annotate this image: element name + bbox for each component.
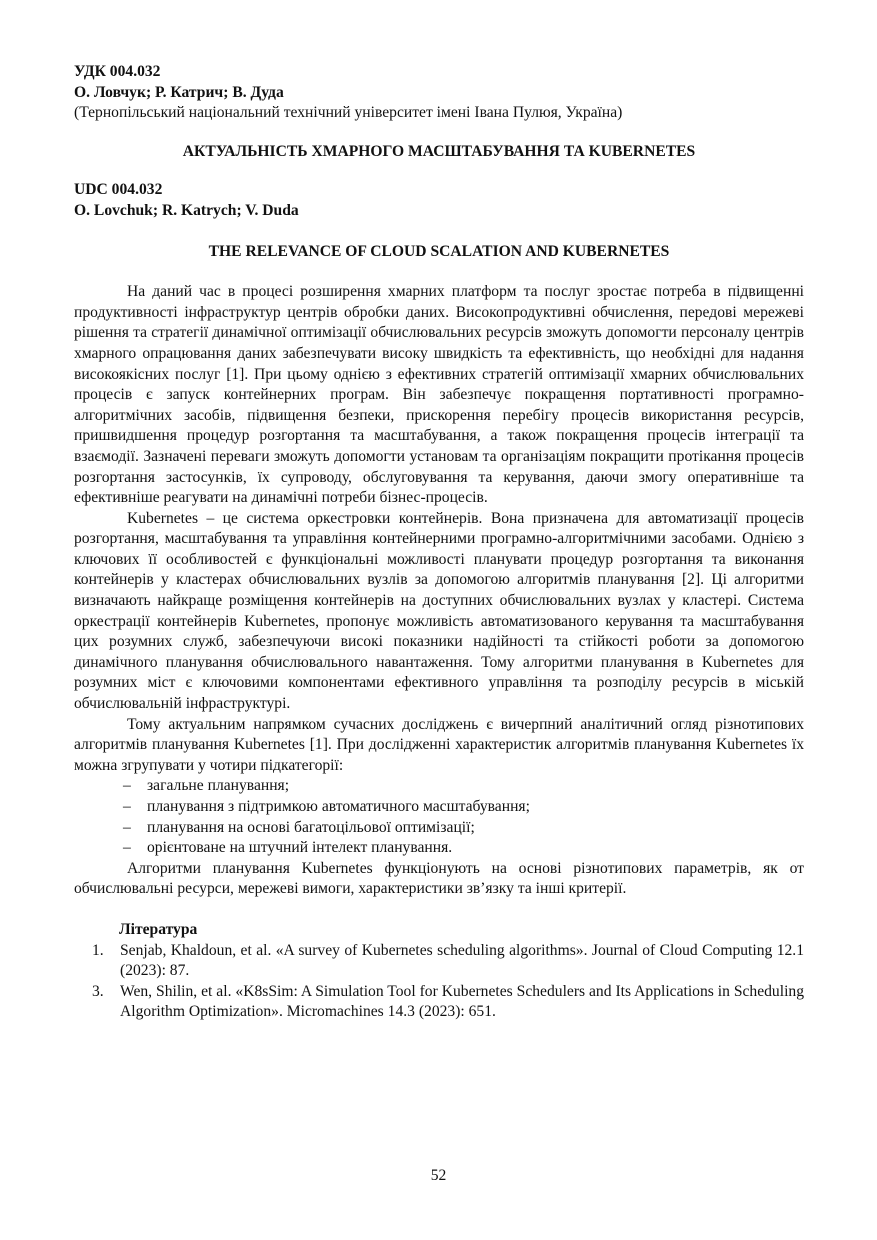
list-dash: – <box>123 798 131 815</box>
reference-number: 3. <box>92 982 104 1000</box>
list-item <box>74 776 804 797</box>
body-paragraph-3: Тому актуальним напрямком сучасних досліджень є вичерпний аналітичний огляд різнотипових алгоритмів планування Kubernetes [1]. При дослідженні характеристик алгоритмів планування Kubernetes їх можна згрупувати у чотири підкатегорії: <box>74 715 804 774</box>
list-item-text: планування з підтримкою автоматичного масштабування; <box>147 798 530 815</box>
authors-en: O. Lovchuk; R. Katrych; V. Duda <box>74 201 299 219</box>
reference-item <box>86 941 804 982</box>
list-dash: – <box>123 818 131 836</box>
references-list <box>74 941 804 1023</box>
affiliation-ua: (Тернопільський національний технічний університет імені Івана Пулюя, Україна) <box>74 104 623 122</box>
udc-ua: УДК 004.032 <box>74 63 161 80</box>
body-paragraph-1: На даний час в процесі розширення хмарних платформ та послуг зростає потреба в підвищенні продуктивності інфраструктур центрів обробки даних. Високопродуктивні обчислення, передові мережеві рішення та стратегії динамічної оптимізації обчислювальних ресурсів зможуть допомогти персоналу центрів хмарного опрацювання даних забезпечувати високу швидкість та ефективність, що необхідні для надання високоякісних послуг [1]. При цьому однією з ефективних стратегій оптимізації хмарних обчислювальних процесів є запуск контейнерних програм. Він забезпечує покращення портативності програмно-алгоритмічних засобів, підвищення безпеки, прискорення перебігу процесів використання ресурсів, пришвидшення процедур розгортання та масштабування, а також покращення процесів інтеграції та взаємодії. Зазначені переваги зможуть допомогти установам та організаціям покращити протікання процесів розгортання застосунків, їх супроводу, обслуговування та керування, даючи змогу оперативніше та ефективніше реагувати на динамічні потреби бізнес-процесів. <box>74 283 804 507</box>
list-item-text: загальне планування; <box>147 777 290 795</box>
closing-paragraph: Алгоритми планування Kubernetes функціонують на основі різнотипових параметрів, як от обчислювальні ресурси, мережеві вимоги, характеристики зв’язку та інші критерії. <box>74 859 804 898</box>
title-ua: АКТУАЛЬНІСТЬ ХМАРНОГО МАСШТАБУВАННЯ ТА KUBERNETES <box>182 142 696 160</box>
list-item-text: орієнтоване на штучний інтелект планування. <box>147 839 453 857</box>
body-paragraph-2: Kubernetes – це система оркестровки контейнерів. Вона призначена для автоматизації процесів розгортання, масштабування та управління контейнерними програмно-алгоритмічними засобами. Однією з ключових її особливостей є функціональні можливості планувати процедур розгортання та виконання контейнерів у кластерах обчислювальних вузлів за допомогою алгоритмів планування [2]. Ці алгоритми визначають найкраще розміщення контейнерів на доступних обчислювальних вузлах у кластері. Система оркестрації контейнерів Kubernetes, пропонує можливість автоматизованого керування та масштабування цих розумних служб, забезпечуючи високі показники надійності та стійкості роботи за допомогою динамічного планування обчислювального навантаження. Тому алгоритми планування в Kubernetes для розумних міст є ключовими компонентами ефективного управління та розподілу ресурсів в міській обчислювальній інфраструктурі. <box>74 509 804 713</box>
references-heading: Література <box>119 920 198 938</box>
reference-number: 1. <box>92 941 104 959</box>
list-item <box>74 797 804 818</box>
list-dash: – <box>123 777 131 795</box>
list-item-text: планування на основі багатоцільової оптимізації; <box>147 818 475 836</box>
authors-ua: О. Ловчук; Р. Катрич; В. Дуда <box>74 83 284 101</box>
reference-text: Wen, Shilin, et al. «K8sSim: A Simulation Tool for Kubernetes Schedulers and Its Applications in Scheduling Algorithm Optimization». Micromachines 14.3 (2023): 651. <box>120 982 804 1021</box>
subcategory-list <box>74 776 804 858</box>
title-en: THE RELEVANCE OF CLOUD SCALATION AND KUBERNETES <box>208 242 670 260</box>
list-item <box>74 818 804 839</box>
paper-page <box>74 62 804 1023</box>
reference-text: Senjab, Khaldoun, et al. «A survey of Kubernetes scheduling algorithms». Journal of Cloud Computing 12.1 (2023): 87. <box>120 941 804 980</box>
udc-en: UDC 004.032 <box>74 181 163 199</box>
reference-item <box>86 982 804 1023</box>
list-item <box>74 838 804 859</box>
list-dash: – <box>123 839 131 857</box>
page-number: 52 <box>430 1167 447 1184</box>
